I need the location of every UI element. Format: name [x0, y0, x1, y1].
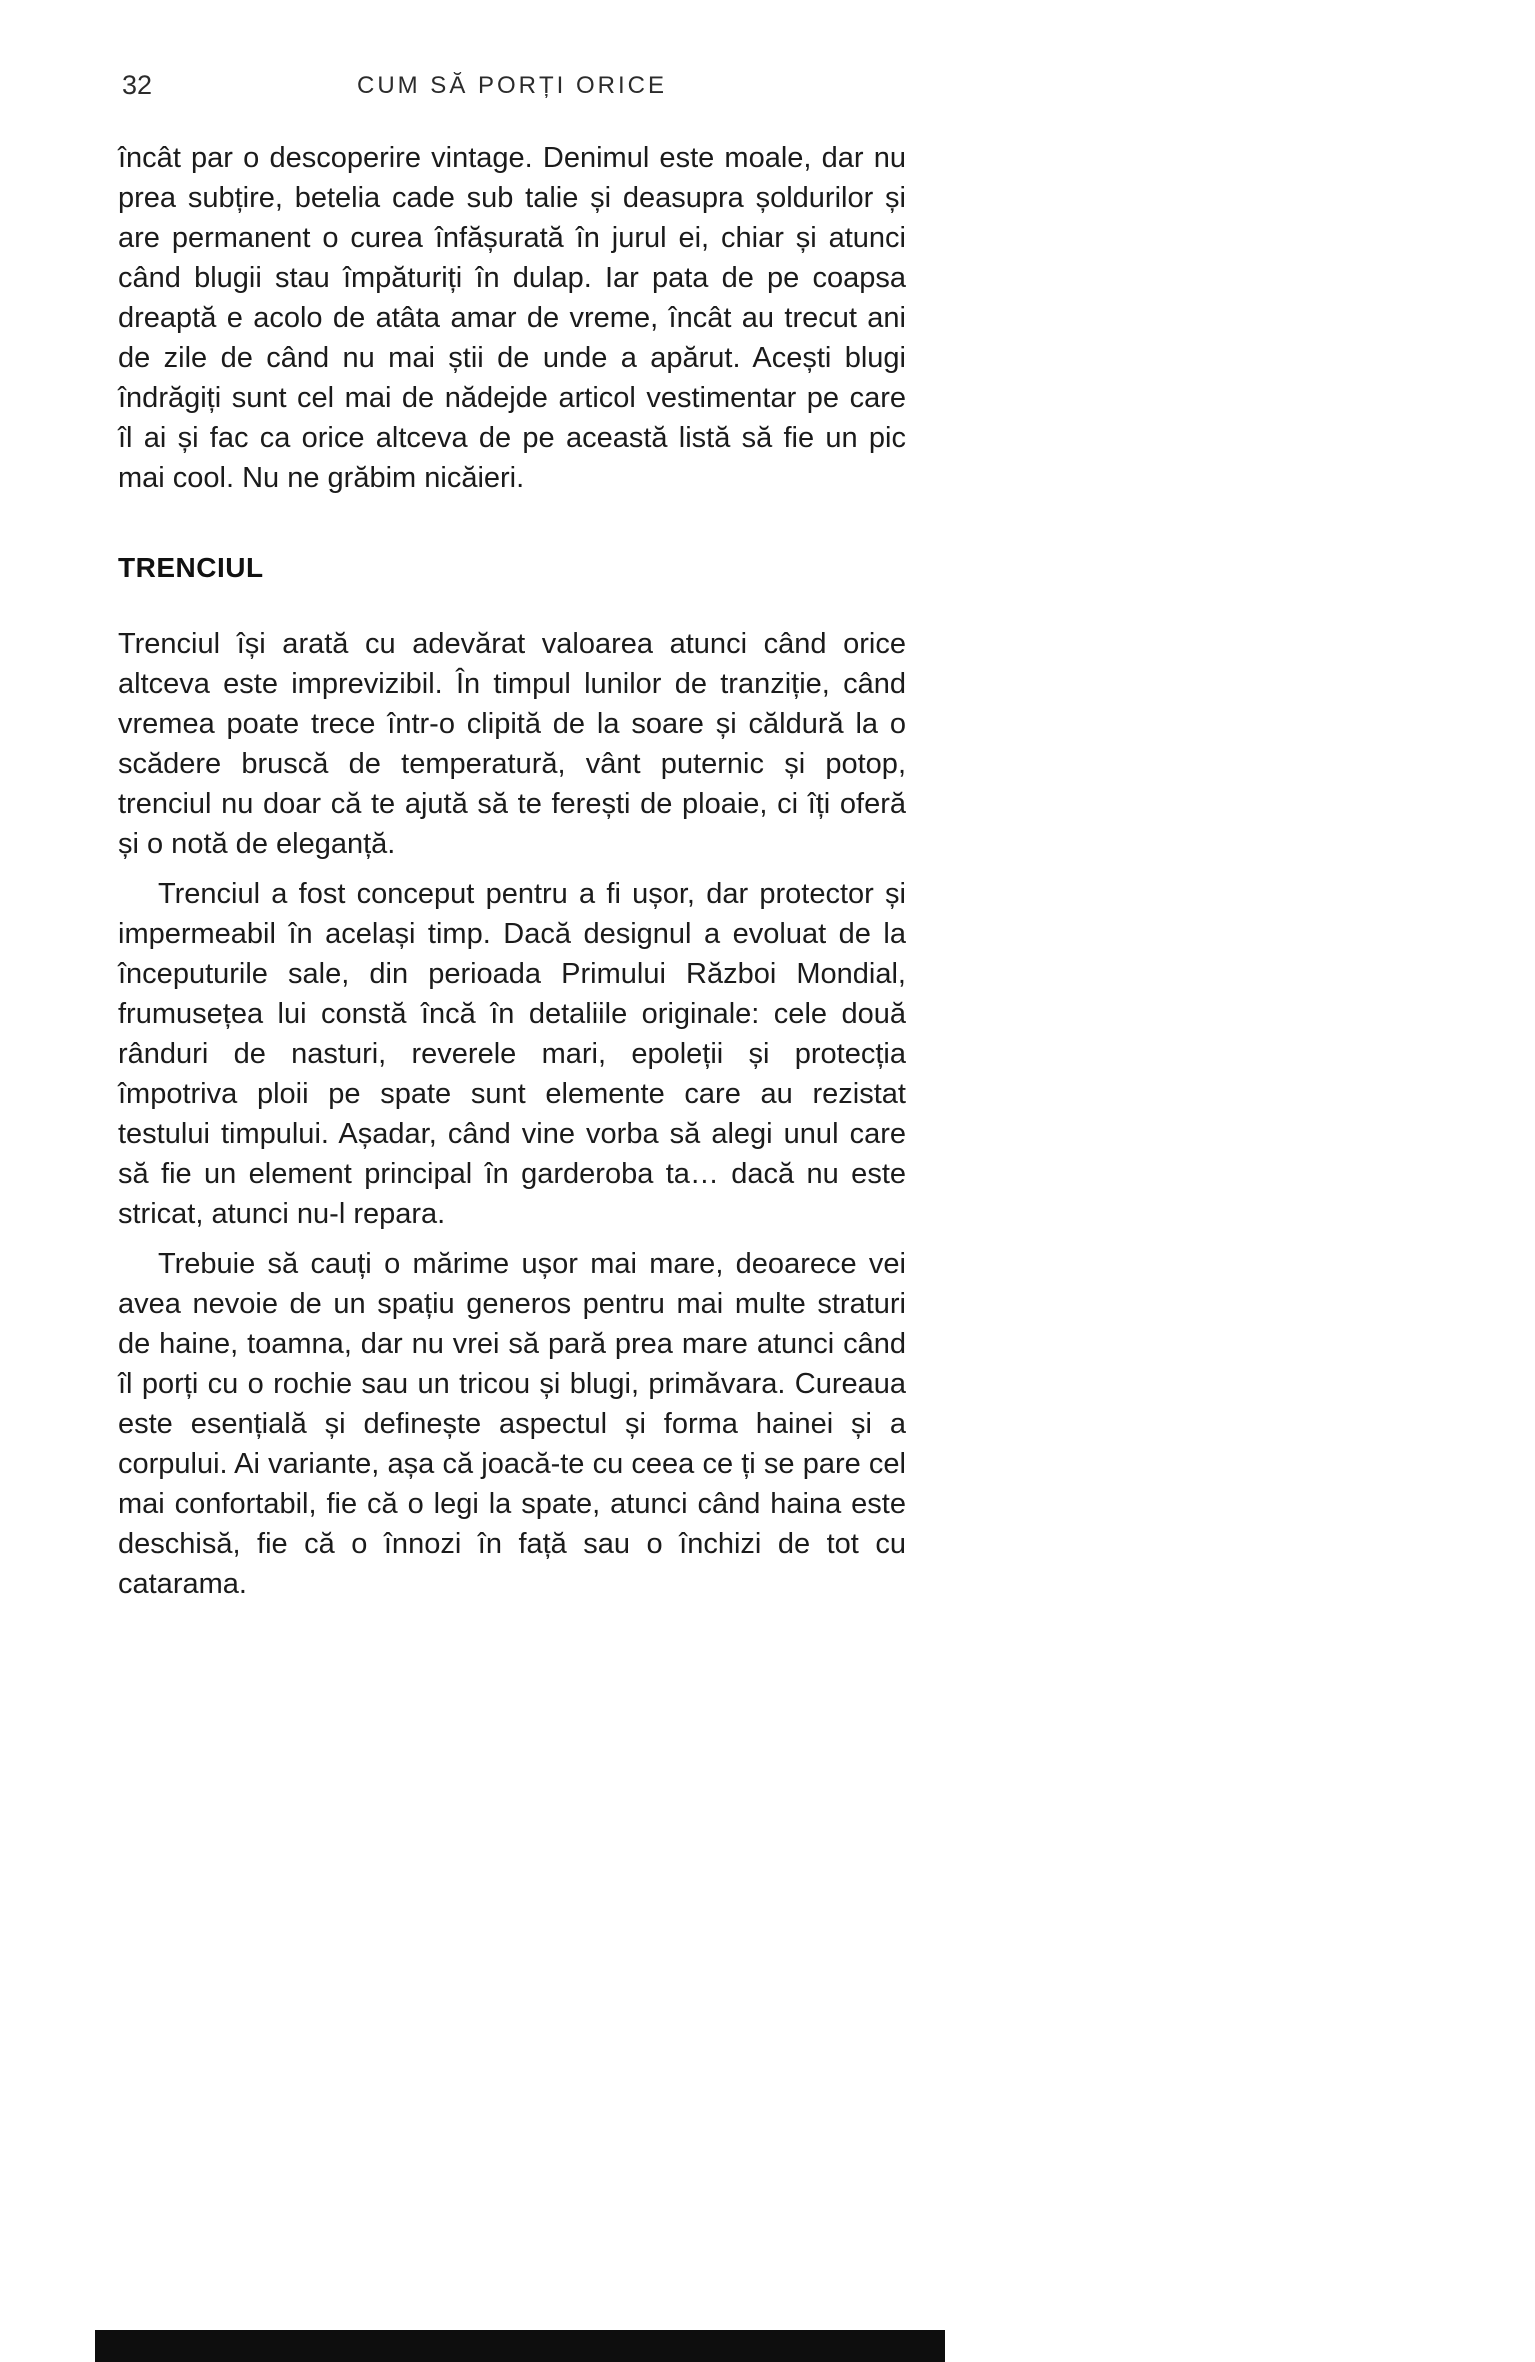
paragraph-jeans-continuation: încât par o descoperire vintage. Denimul este moale, dar nu prea subțire, betelia cade sub talie și deasupra șoldurilor și are permanent o curea înfășurată în jurul ei, chiar și atunci când blugii stau împăturiți în dulap. Iar pata de pe coapsa dreaptă e acolo de atâta amar de vreme, încât au trecut ani de zile de când nu mai știi de unde a apărut. Acești blugi îndrăgiți sunt cel mai de nădejde articol vestimentar pe care îl ai și fac ca orice altceva de pe această listă să fie un pic mai cool. Nu ne grăbim nicăieri.	[118, 142, 906, 494]
section-heading-trenciul: TRENCIUL	[118, 552, 264, 583]
paragraph-trench-intro: Trenciul își arată cu adevărat valoarea atunci când orice altceva este imprevizibil. În timpul lunilor de tranziție, când vremea poate trece într-o clipită de la soare și căldură la o scădere bruscă de temperatură, vânt puternic și potop, trenciul nu doar că te ajută să te ferești de ploaie, ci îți oferă și o notă de eleganță.	[118, 628, 906, 860]
paragraph-trench-sizing: Trebuie să cauți o mărime ușor mai mare, deoarece vei avea nevoie de un spațiu generos pentru mai multe straturi de haine, toamna, dar nu vrei să pară prea mare atunci când îl porți cu o rochie sau un tricou și blugi, primăvara. Cureaua este esențială și definește aspectul și forma hainei și a corpului. Ai variante, așa că joacă-te cu ceea ce ți se pare cel mai confortabil, fie că o legi la spate, atunci când haina este deschisă, fie că o înnozi în față sau o închizi de tot cu catarama.	[118, 1248, 906, 1600]
paragraph-trench-design: Trenciul a fost conceput pentru a fi ușor, dar protector și impermeabil în același timp. Dacă designul a evoluat de la începuturile sale, din perioada Primului Război Mondial, frumusețea lui constă încă în detaliile originale: cele două rânduri de nasturi, reverele mari, epoleții și protecția împotriva ploii pe spate sunt elemente care au rezistat testului timpului. Așadar, când vine vorba să alegi unul care să fie un element principal în garderoba ta… dacă nu este stricat, atunci nu-l repara.	[118, 878, 906, 1230]
page-number: 32	[122, 70, 153, 100]
page-header	[118, 70, 906, 104]
bottom-photo-edge	[95, 2330, 945, 2362]
running-header: CUM SĂ PORȚI ORICE	[356, 72, 668, 99]
page-body	[118, 138, 906, 1614]
